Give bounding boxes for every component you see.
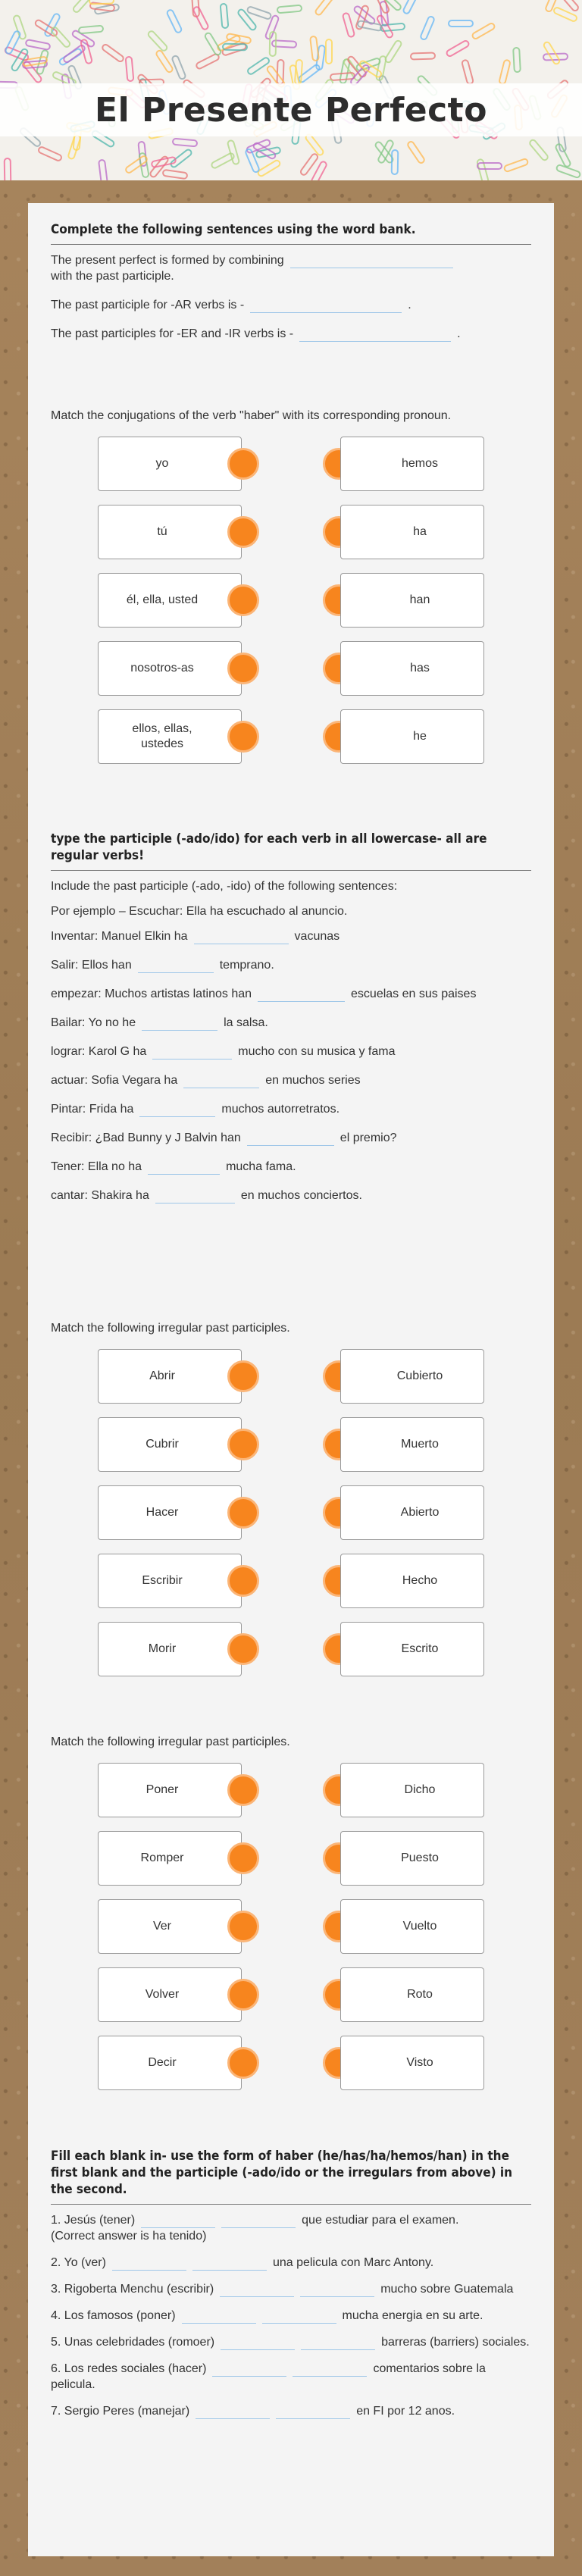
participle-blank-input[interactable] [276, 2405, 350, 2419]
fill-item: 2. Yo (ver) una pelicula con Marc Antony. [51, 2256, 434, 2269]
blank-input[interactable] [183, 1075, 259, 1088]
section-title: Match the following irregular past participles. [51, 1322, 290, 1335]
match-left-option[interactable]: Abrir [98, 1349, 242, 1404]
paperclip-icon [445, 39, 471, 58]
match-row [51, 1485, 531, 1554]
blank-input[interactable] [247, 1132, 334, 1146]
participle-blank-input[interactable] [192, 2257, 267, 2271]
match-right-option[interactable]: Muerto [340, 1417, 484, 1472]
fill-item: 3. Rigoberta Menchu (escribir) mucho sobre Guatemala [51, 2283, 514, 2296]
match-right-option[interactable]: hemos [340, 437, 484, 491]
match-left-connector[interactable] [227, 1979, 259, 2011]
paperclip-icon [24, 39, 51, 51]
page-title: El Presente Perfecto [95, 90, 487, 130]
blank-input[interactable] [194, 931, 289, 944]
sentence-2: The past participle for -AR verbs is - . [51, 299, 411, 311]
section-title: Match the following irregular past participles. [51, 1736, 290, 1748]
match-left-option[interactable]: Escribir [98, 1554, 242, 1608]
match-row [51, 1763, 531, 1831]
paperclip-icon [269, 31, 277, 57]
match-left-connector[interactable] [227, 516, 259, 548]
sentence-1: The present perfect is formed by combining with the past participle. [51, 252, 531, 284]
fill-list [51, 2212, 531, 2419]
fill-item: 1. Jesús (tener) que estudiar para el examen. (Correct answer is ha tenido) [51, 2214, 459, 2243]
paperclip-icon [98, 158, 108, 180]
fill-item: Recibir: ¿Bad Bunny y J Balvin han el premio? [51, 1131, 397, 1144]
fill-item: Tener: Ella no ha mucha fama. [51, 1160, 296, 1173]
paperclip-icon [391, 149, 399, 175]
section-title: Fill each blank in- use the form of haber (he/has/ha/hemos/han) in the first blank and the participle (-ado/ido or the irregulars from above) in the second. [51, 2148, 531, 2205]
fill-item: actuar: Sofia Vegara ha en muchos series [51, 1074, 361, 1087]
paperclip-icon [221, 43, 247, 52]
match-right-option[interactable]: Escrito [340, 1622, 484, 1676]
paperclip-icon [4, 158, 12, 180]
fill-item: lograr: Karol G ha mucho con su musica y fama [51, 1045, 396, 1058]
match-row [51, 1831, 531, 1899]
fill-item: 6. Los redes sociales (hacer) comentarios sobre la pelicula. [51, 2362, 486, 2391]
sentence-3: The past participles for -ER and -IR verbs is - . [51, 327, 461, 340]
match-right-option[interactable]: has [340, 641, 484, 696]
blank-input[interactable] [290, 255, 453, 268]
section-irregular-match-2 [51, 1736, 531, 2104]
match-left-option[interactable]: Poner [98, 1763, 242, 1817]
match-right-option[interactable]: Vuelto [340, 1899, 484, 1954]
worksheet-card [28, 203, 554, 2556]
match-left-connector[interactable] [227, 1774, 259, 1806]
haber-blank-input[interactable] [196, 2405, 270, 2419]
match-right-option[interactable]: Abierto [340, 1485, 484, 1540]
paperclip-icon [419, 14, 436, 41]
match-left-option[interactable]: yo [98, 437, 242, 491]
fill-item: 5. Unas celebridades (romoer) barreras (barriers) sociales. [51, 2336, 530, 2349]
blank-input[interactable] [155, 1190, 235, 1203]
paperclip-icon [219, 2, 229, 29]
blank-input[interactable] [299, 328, 451, 342]
blank-input[interactable] [138, 959, 214, 973]
match-right-option[interactable]: Cubierto [340, 1349, 484, 1404]
section-regular-participles [51, 831, 531, 1216]
match-left-option[interactable]: él, ella, usted [98, 573, 242, 628]
paperclip-icon [36, 145, 63, 162]
match-left-connector[interactable] [227, 1360, 259, 1392]
paperclip-icon [165, 8, 183, 35]
match-left-connector[interactable] [227, 721, 259, 753]
paperclip-icon [314, 0, 336, 17]
participle-blank-input[interactable] [301, 2337, 375, 2350]
fill-item: 4. Los famosos (poner) mucha energia en su arte. [51, 2309, 483, 2322]
matching-list [51, 437, 531, 778]
match-left-connector[interactable] [227, 448, 259, 480]
fill-item: Bailar: Yo no he la salsa. [51, 1016, 268, 1029]
match-left-connector[interactable] [227, 1429, 259, 1460]
match-row [51, 1554, 531, 1622]
match-left-option[interactable]: ellos, ellas, ustedes [98, 709, 242, 764]
haber-blank-input[interactable] [112, 2257, 186, 2271]
haber-blank-input[interactable] [212, 2363, 286, 2377]
participle-blank-input[interactable] [300, 2283, 374, 2297]
paperclip-icon [124, 55, 134, 82]
match-left-connector[interactable] [227, 1842, 259, 1874]
match-row [51, 709, 531, 778]
paperclip-icon [502, 158, 529, 174]
section-title: Complete the following sentences using the word bank. [51, 221, 531, 245]
blank-input[interactable] [152, 1046, 232, 1060]
paperclip-icon [410, 52, 436, 60]
match-row [51, 1349, 531, 1417]
paperclip-icon [405, 139, 426, 165]
paperclip-icon [154, 49, 174, 74]
match-left-option[interactable]: Cubrir [98, 1417, 242, 1472]
paperclip-icon [172, 137, 199, 147]
paperclip-icon [49, 25, 72, 49]
paperclip-icon [498, 59, 512, 86]
fill-item: Inventar: Manuel Elkin ha vacunas [51, 930, 340, 943]
paperclip-icon [528, 138, 551, 162]
match-left-connector[interactable] [227, 1911, 259, 1942]
section-haber-match [51, 409, 531, 778]
section-word-bank [51, 221, 531, 355]
haber-blank-input[interactable] [141, 2214, 215, 2228]
match-left-option[interactable]: Decir [98, 2036, 242, 2090]
paperclip-icon [256, 158, 282, 178]
paperclip-icon [277, 5, 303, 14]
paperclip-icon [161, 168, 188, 180]
match-left-option[interactable]: tú [98, 505, 242, 559]
match-left-connector[interactable] [227, 584, 259, 616]
paperclip-icon [77, 24, 104, 34]
paperclip-icon [383, 39, 403, 64]
fill-item: Pintar: Frida ha muchos autorretratos. [51, 1103, 340, 1116]
match-right-option[interactable]: han [340, 573, 484, 628]
blank-input[interactable] [258, 988, 345, 1002]
paperclip-icon [309, 36, 320, 62]
blank-input[interactable] [250, 299, 402, 313]
match-left-connector[interactable] [227, 653, 259, 684]
haber-blank-input[interactable] [182, 2310, 256, 2324]
match-right-option[interactable]: ha [340, 505, 484, 559]
section-title: type the participle (-ado/ido) for each verb in all lowercase- all are regular verbs! [51, 831, 531, 871]
section-irregular-match-1 [51, 1322, 531, 1690]
match-row [51, 1417, 531, 1485]
fill-item: cantar: Shakira ha en muchos conciertos. [51, 1189, 362, 1202]
match-right-option[interactable]: Visto [340, 2036, 484, 2090]
match-row [51, 1622, 531, 1690]
fill-item: 7. Sergio Peres (manejar) en FI por 12 anos. [51, 2405, 455, 2418]
match-row [51, 505, 531, 573]
paperclip-icon [461, 58, 474, 85]
example: Por ejemplo – Escuchar: Ella ha escuchado al anuncio. [51, 905, 348, 918]
matching-list [51, 1349, 531, 1690]
match-right-option[interactable]: Hecho [340, 1554, 484, 1608]
match-right-option[interactable]: Roto [340, 1967, 484, 2022]
match-right-option[interactable]: Puesto [340, 1831, 484, 1886]
match-left-option[interactable]: Romper [98, 1831, 242, 1886]
match-row [51, 573, 531, 641]
paperclip-icon [402, 0, 420, 16]
fill-list [51, 928, 531, 1203]
match-row [51, 641, 531, 709]
participle-blank-input[interactable] [262, 2310, 336, 2324]
paperclip-icon [477, 162, 502, 170]
match-left-connector[interactable] [227, 1565, 259, 1597]
haber-blank-input[interactable] [221, 2337, 295, 2350]
paperclip-icon [89, 0, 114, 5]
paperclip-icon [325, 39, 333, 64]
match-row [51, 2036, 531, 2104]
paperclip-icon [448, 20, 474, 27]
match-left-connector[interactable] [227, 1633, 259, 1665]
match-left-option[interactable]: Hacer [98, 1485, 242, 1540]
participle-blank-input[interactable] [221, 2214, 296, 2228]
blank-input[interactable] [148, 1161, 220, 1175]
haber-blank-input[interactable] [220, 2283, 294, 2297]
section-title: Match the conjugations of the verb "haber" with its corresponding pronoun. [51, 409, 452, 422]
blank-input[interactable] [142, 1017, 217, 1031]
instructions: Include the past participle (-ado, -ido) of the following sentences: [51, 880, 398, 893]
match-left-option[interactable]: Morir [98, 1622, 242, 1676]
participle-blank-input[interactable] [293, 2363, 367, 2377]
match-left-option[interactable]: Ver [98, 1899, 242, 1954]
fill-item: Salir: Ellos han temprano. [51, 959, 274, 972]
match-right-option[interactable]: he [340, 709, 484, 764]
match-row [51, 437, 531, 505]
blank-input[interactable] [139, 1103, 215, 1117]
header-banner [0, 0, 582, 180]
section-fill-haber [51, 2148, 531, 2430]
paperclip-icon [471, 21, 496, 41]
match-right-option[interactable]: Dicho [340, 1763, 484, 1817]
paperclip-icon [512, 47, 521, 73]
title-banner [0, 83, 582, 136]
paperclip-icon [100, 42, 125, 64]
match-left-option[interactable]: Volver [98, 1967, 242, 2022]
paperclip-icon [341, 11, 355, 38]
match-left-option[interactable]: nosotros-as [98, 641, 242, 696]
match-left-connector[interactable] [227, 1497, 259, 1529]
fill-item: empezar: Muchos artistas latinos han escuelas en sus paises [51, 988, 477, 1000]
paperclip-icon [192, 5, 210, 32]
match-left-connector[interactable] [227, 2047, 259, 2079]
matching-list [51, 1763, 531, 2104]
match-row [51, 1967, 531, 2036]
match-row [51, 1899, 531, 1967]
